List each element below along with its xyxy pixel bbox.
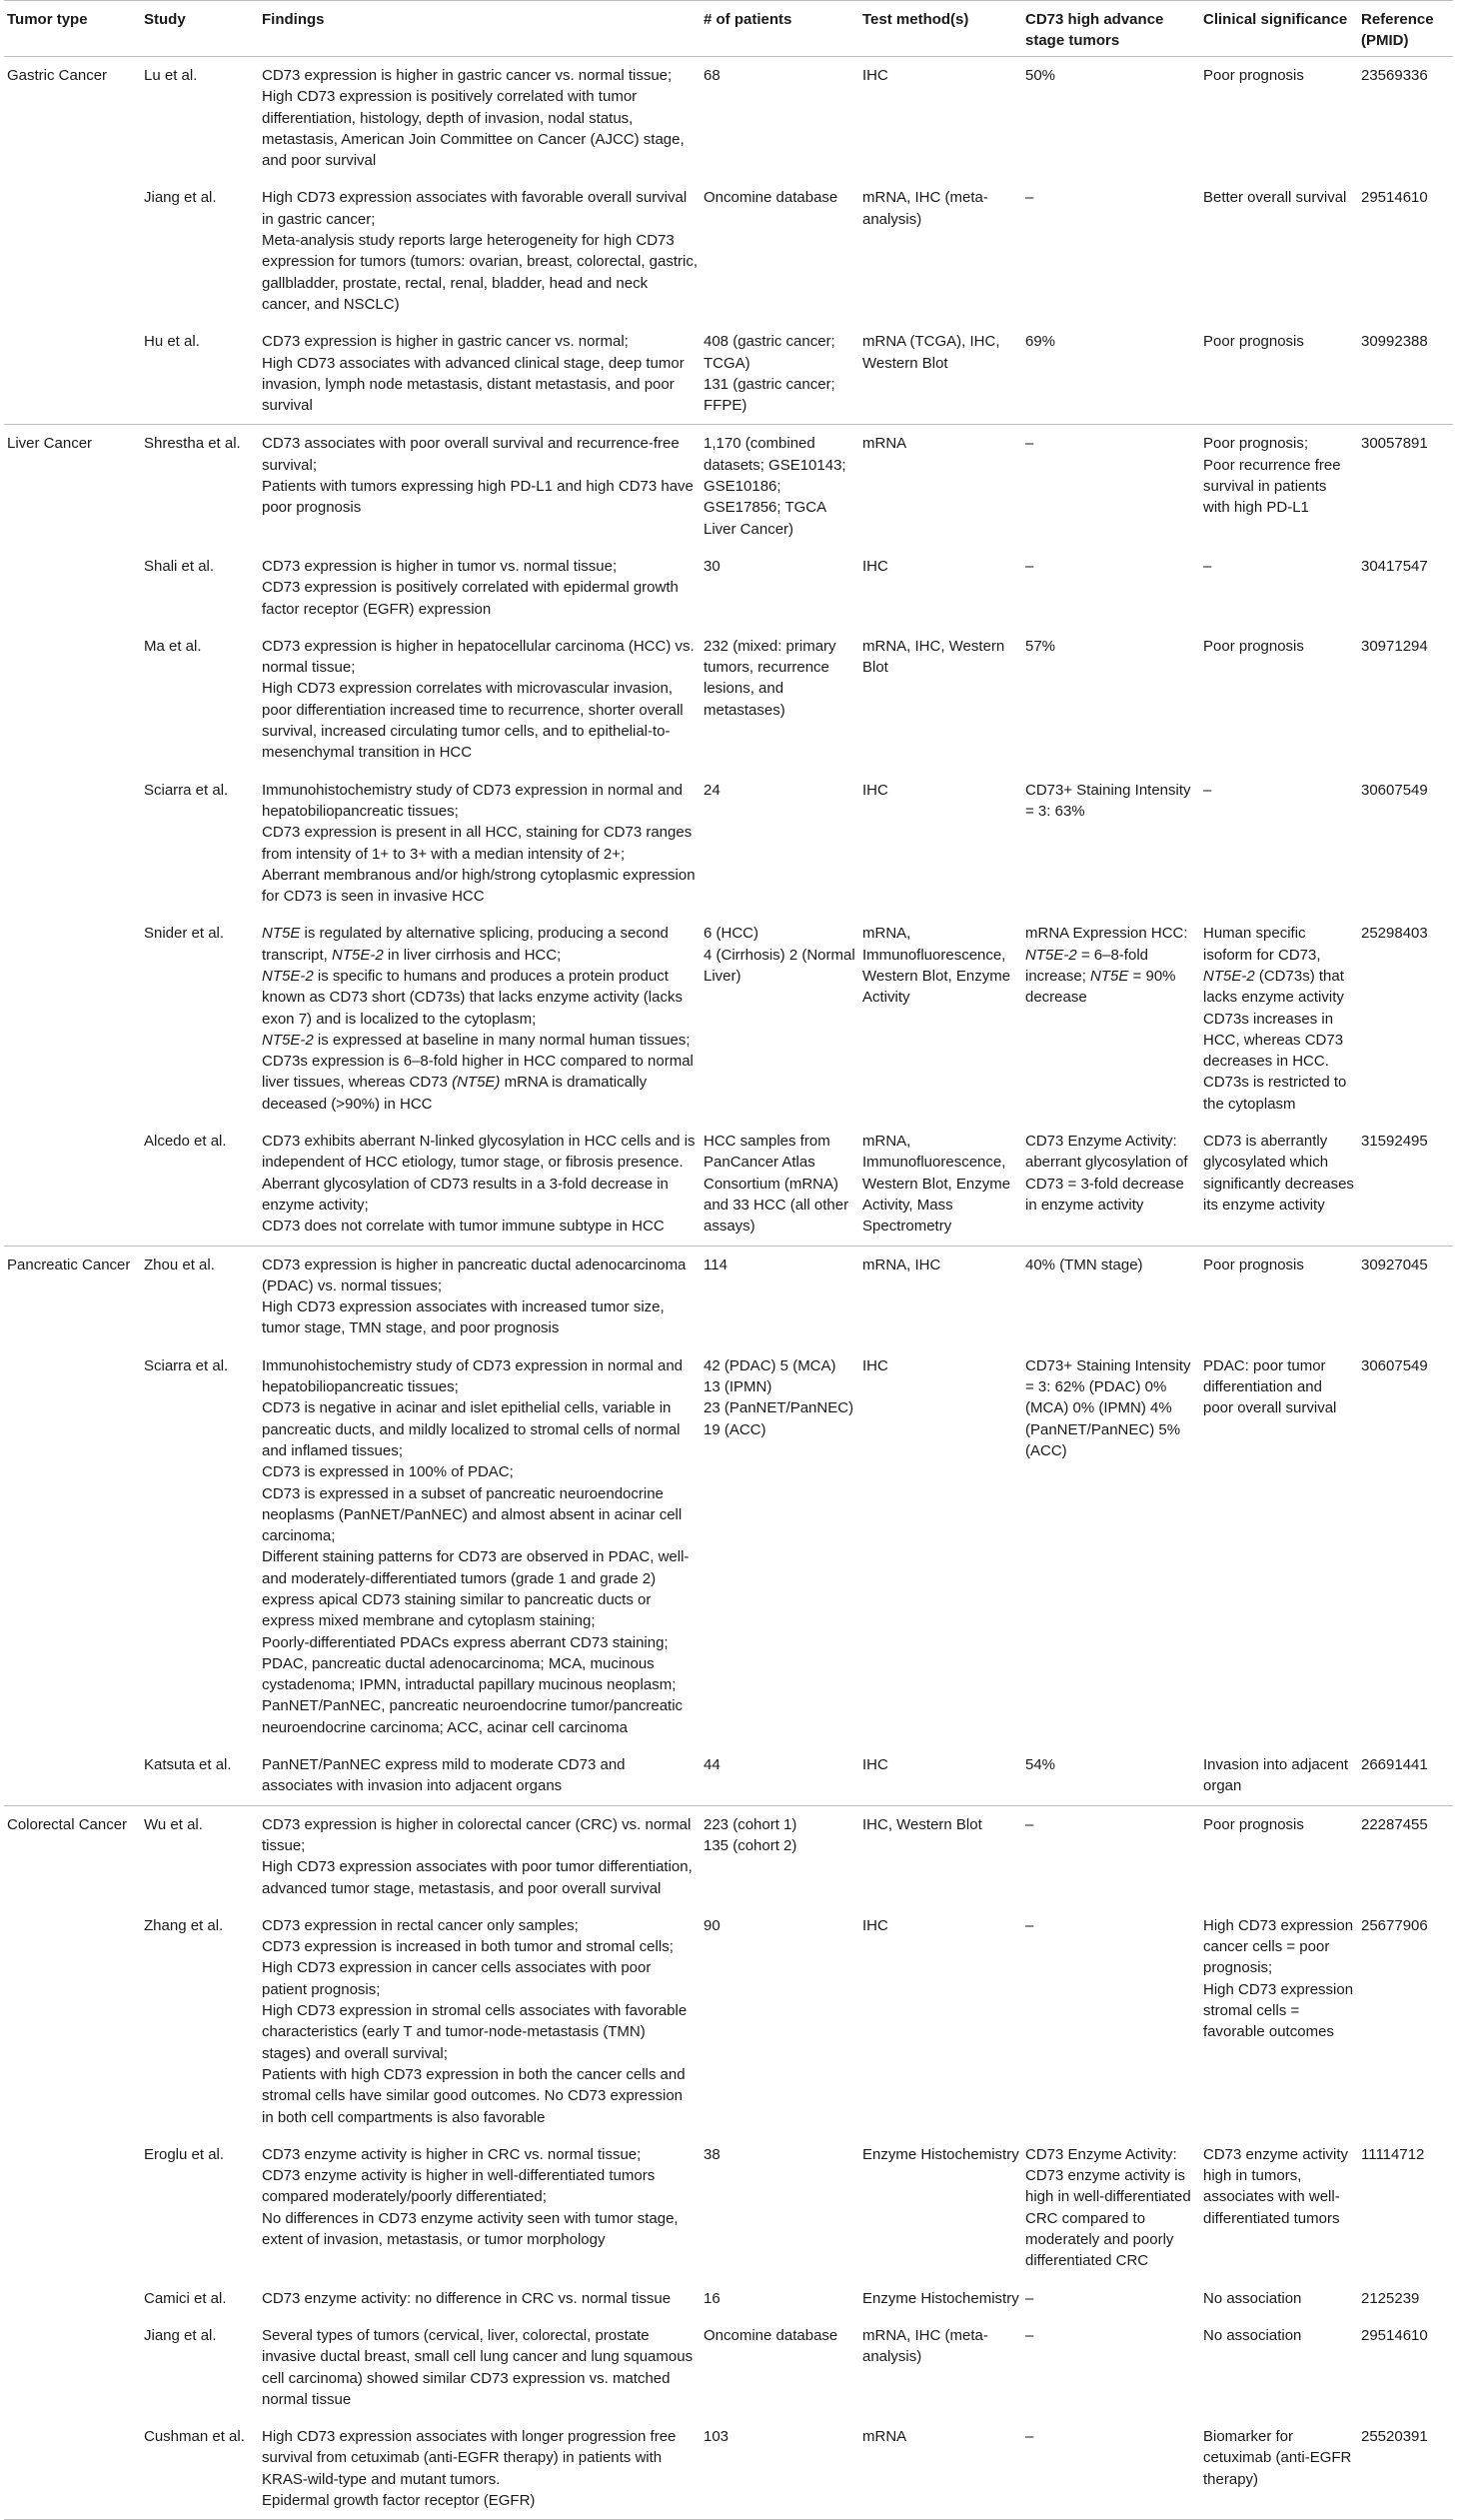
- table-row: [4, 2418, 1453, 2520]
- tumor-type-cell: Gastric Cancer: [7, 67, 108, 84]
- test-method-cell: [859, 2317, 1022, 2418]
- findings-line: CD73 associates with poor overall survival and recurrence-free survival;: [262, 435, 680, 474]
- advance-stage-cell: [1022, 628, 1200, 772]
- reference-cell: 30971294: [1361, 637, 1428, 655]
- findings-line: High CD73 expression associates with longer progression free survival from cetuximab (anti-EGFR therapy) in patients with KRAS-wild-type and mutant tumors.: [262, 2428, 677, 2488]
- findings-cell: [259, 915, 701, 1123]
- table-row: [4, 57, 1453, 180]
- advance-stage-cell: [1022, 2418, 1200, 2520]
- method-line: mRNA (TCGA), IHC, Western Blot: [862, 333, 1000, 372]
- reference-cell: 30057891: [1361, 435, 1428, 453]
- test-method-cell: [859, 1907, 1022, 2136]
- findings-line: CD73 enzyme activity is higher in well-differentiated tumors compared moderately/poorly differentiated;: [262, 2167, 656, 2206]
- header-clinical-significance: Clinical significance: [1200, 1, 1358, 57]
- significance-line: Poor prognosis;: [1203, 435, 1309, 453]
- tumor-type-cell: [4, 1347, 141, 1746]
- method-line: Enzyme Histochemistry: [862, 2289, 1019, 2307]
- study-cell: Ma et al.: [144, 637, 202, 655]
- method-line: IHC: [862, 1916, 888, 1934]
- clinical-significance-cell: [1200, 425, 1358, 548]
- study-cell: Shali et al.: [144, 557, 215, 575]
- tumor-type-cell: Liver Cancer: [7, 435, 93, 453]
- reference-cell: 30417547: [1361, 557, 1428, 575]
- study-cell: Lu et al.: [144, 67, 198, 84]
- patients-line: 44: [704, 1756, 721, 1774]
- findings-cell: [259, 2317, 701, 2418]
- table-row: [4, 548, 1453, 628]
- findings-line: High CD73 expression in stromal cells associates with favorable characteristics (early T and tumor-node-metastasis (TMN) stages) and overall survival;: [262, 2002, 688, 2062]
- findings-cell: [259, 1347, 701, 1746]
- study-cell: Jiang et al.: [144, 2326, 217, 2344]
- advance-stage-cell: [1022, 1246, 1200, 1347]
- method-line: mRNA: [862, 2428, 907, 2446]
- table-row: [4, 323, 1453, 425]
- advance-stage-cell: [1022, 548, 1200, 628]
- findings-line: High CD73 associates with advanced clinical stage, deep tumor invasion, lymph node metastasis, distant metastasis, and poor survival: [262, 354, 685, 415]
- advance-line: 40% (TMN stage): [1025, 1256, 1143, 1273]
- findings-line: PDAC, pancreatic ductal adenocarcinoma; MCA, mucinous cystadenoma; IPMN, intraductal papillary mucinous neoplasm; PanNET/PanNEC, pancreatic neuroendocrine tumor/pancreatic neuroendocrine carcinoma; ACC, acinar cell carcinoma: [262, 1654, 684, 1736]
- method-line: mRNA, IHC (meta-analysis): [862, 189, 988, 228]
- clinical-significance-cell: [1200, 2418, 1358, 2520]
- method-line: mRNA, Immunofluorescence, Western Blot, Enzyme Activity, Mass Spectrometry: [862, 1133, 1011, 1236]
- clinical-significance-cell: [1200, 323, 1358, 425]
- patients-cell: [701, 179, 859, 323]
- findings-line: CD73 does not correlate with tumor immune subtype in HCC: [262, 1218, 665, 1236]
- advance-line: CD73+ Staining Intensity = 3: 62% (PDAC) 0% (MCA) 0% (IPMN) 4% (PanNET/PanNEC) 5% (ACC): [1025, 1356, 1191, 1459]
- reference-cell: 31592495: [1358, 1123, 1453, 1246]
- test-method-cell: [859, 179, 1022, 323]
- header-reference: Reference (PMID): [1358, 1, 1453, 57]
- table-body: [4, 57, 1453, 2520]
- findings-line: CD73 is expressed in 100% of PDAC;: [262, 1463, 514, 1481]
- advance-line: CD73+ Staining Intensity = 3: 63%: [1025, 781, 1191, 820]
- patients-line: 42 (PDAC) 5 (MCA) 13 (IPMN): [704, 1356, 836, 1396]
- advance-line: CD73 Enzyme Activity: CD73 enzyme activity is high in well-differentiated CRC compared to moderately and poorly differentiated CRC: [1025, 2145, 1191, 2270]
- advance-stage-cell: [1022, 2317, 1200, 2418]
- reference-cell: 25677906: [1361, 1916, 1428, 1934]
- advance-line: –: [1025, 2326, 1034, 2344]
- reference-cell: 11114712: [1361, 2145, 1425, 2163]
- patients-cell: [701, 57, 859, 180]
- study-cell: Alcedo et al.: [141, 1123, 259, 1246]
- patients-line: 408 (gastric cancer; TCGA): [704, 333, 835, 372]
- patients-cell: [701, 1746, 859, 1805]
- findings-line: CD73 expression is higher in gastric cancer vs. normal;: [262, 333, 629, 351]
- method-line: mRNA, IHC (meta-analysis): [862, 2326, 988, 2366]
- test-method-cell: [859, 1347, 1022, 1746]
- header-study: Study: [141, 1, 259, 57]
- patients-line: 223 (cohort 1): [704, 1815, 797, 1833]
- patients-line: 30: [704, 557, 721, 575]
- reference-cell: 29514610: [1361, 2326, 1428, 2344]
- method-line: Enzyme Histochemistry: [862, 2145, 1019, 2163]
- advance-stage-cell: [1022, 915, 1200, 1123]
- findings-line: High CD73 expression is positively correlated with tumor differentiation, histology, depth of invasion, nodal status, metastasis, American Join Committee on Cancer (AJCC) stage, and poor survival: [262, 88, 685, 170]
- clinical-significance-cell: [1200, 2317, 1358, 2418]
- method-line: IHC: [862, 1756, 888, 1774]
- method-line: mRNA: [862, 435, 907, 453]
- tumor-type-cell: [4, 772, 141, 916]
- patients-line: Oncomine database: [704, 189, 838, 207]
- findings-line: CD73 is negative in acinar and islet epithelial cells, variable in pancreatic ducts, and mildly localized to stromal cells of normal and inflamed tissues;: [262, 1399, 681, 1459]
- advance-stage-cell: [1022, 1907, 1200, 2136]
- study-cell: Zhou et al.: [144, 1256, 215, 1273]
- clinical-significance-cell: [1200, 1746, 1358, 1805]
- patients-line: 90: [704, 1916, 721, 1934]
- tumor-type-cell: [4, 1907, 141, 2136]
- findings-line: Immunohistochemistry study of CD73 expression in normal and hepatobiliopancreatic tissues;: [262, 781, 684, 820]
- header-cd73-high-advance: CD73 high advance stage tumors: [1022, 1, 1200, 57]
- method-line: IHC: [862, 67, 888, 84]
- patients-line: 114: [704, 1256, 728, 1273]
- clinical-significance-cell: [1200, 179, 1358, 323]
- table-row: [4, 2317, 1453, 2418]
- test-method-cell: [859, 548, 1022, 628]
- header-test-methods: Test method(s): [859, 1, 1022, 57]
- clinical-significance-cell: [1200, 548, 1358, 628]
- table-row: [4, 1123, 1453, 1246]
- clinical-significance-cell: [1200, 57, 1358, 180]
- findings-line: CD73 expression is higher in hepatocellular carcinoma (HCC) vs. normal tissue;: [262, 637, 695, 677]
- study-cell: Sciarra et al.: [144, 1356, 229, 1374]
- patients-line: 135 (cohort 2): [704, 1836, 797, 1854]
- advance-stage-cell: [1022, 179, 1200, 323]
- test-method-cell: [859, 2418, 1022, 2520]
- tumor-type-cell: [4, 915, 141, 1123]
- patients-cell: [701, 628, 859, 772]
- advance-line: –: [1025, 2289, 1034, 2307]
- significance-line: Poor prognosis: [1203, 67, 1304, 84]
- findings-cell: [259, 1746, 701, 1805]
- advance-line: –: [1025, 189, 1034, 207]
- test-method-cell: [859, 628, 1022, 772]
- patients-cell: [701, 548, 859, 628]
- patients-cell: [701, 2136, 859, 2280]
- advance-line: 57%: [1025, 637, 1056, 655]
- findings-line: Patients with tumors expressing high PD-L1 and high CD73 have poor prognosis: [262, 478, 694, 517]
- header-findings: Findings: [259, 1, 701, 57]
- patients-line: 16: [704, 2289, 721, 2307]
- method-line: IHC: [862, 781, 888, 799]
- advance-line: 69%: [1025, 333, 1056, 351]
- findings-line: CD73 is expressed in a subset of pancreatic neuroendocrine neoplasms (PanNET/PanNEC) and almost absent in acinar cell carcinoma;: [262, 1484, 683, 1545]
- patients-line: 4 (Cirrhosis) 2 (Normal Liver): [704, 946, 855, 985]
- study-cell: Hu et al.: [141, 323, 259, 425]
- findings-line: No differences in CD73 enzyme activity seen with tumor stage, extent of invasion, metastasis, or tumor morphology: [262, 2209, 679, 2249]
- patients-cell: [701, 1123, 859, 1246]
- table-row: [4, 179, 1453, 323]
- significance-line: Better overall survival: [1203, 189, 1347, 207]
- significance-line: Invasion into adjacent organ: [1203, 1756, 1349, 1795]
- findings-cell: [259, 628, 701, 772]
- findings-line: CD73 expression is positively correlated with epidermal growth factor receptor (EGFR) expression: [262, 579, 679, 618]
- findings-line: High CD73 expression in cancer cells associates with poor patient prognosis;: [262, 1959, 652, 1998]
- tumor-type-cell: [4, 548, 141, 628]
- findings-line: CD73 expression is present in all HCC, staining for CD73 ranges from intensity of 1+ to 3+ with a median intensity of 2+;: [262, 824, 693, 863]
- clinical-significance-cell: [1200, 1246, 1358, 1347]
- table-row: [4, 772, 1453, 916]
- test-method-cell: [859, 772, 1022, 916]
- findings-line: High CD73 expression associates with poor tumor differentiation, advanced tumor stage, metastasis, and poor overall survival: [262, 1858, 693, 1897]
- findings-line: Aberrant membranous and/or high/strong cytoplasmic expression for CD73 is seen in invasive HCC: [262, 866, 696, 906]
- advance-stage-cell: [1022, 425, 1200, 548]
- patients-cell: [701, 1246, 859, 1347]
- table-row: [4, 2136, 1453, 2280]
- reference-cell: 30607549: [1361, 1356, 1428, 1374]
- significance-line: CD73 enzyme activity high in tumors, associates with well-differentiated tumors: [1203, 2145, 1349, 2227]
- findings-cell: [259, 2136, 701, 2280]
- findings-line: High CD73 expression correlates with microvascular invasion, poor differentiation increased time to recurrence, shorter overall survival, increased circulating tumor cells, and to epithelial-to-mesenchymal transition in HCC: [262, 680, 684, 762]
- findings-cell: [259, 1123, 701, 1246]
- patients-cell: [701, 2418, 859, 2520]
- study-cell: Wu et al.: [144, 1815, 203, 1833]
- findings-line: High CD73 expression associates with increased tumor size, tumor stage, TMN stage, and poor prognosis: [262, 1298, 665, 1337]
- patients-cell: [701, 323, 859, 425]
- clinical-significance-cell: [1200, 1907, 1358, 2136]
- patients-cell: [701, 1347, 859, 1746]
- patients-cell: [701, 2280, 859, 2317]
- study-cell: Cushman et al.: [141, 2418, 259, 2520]
- clinical-significance-cell: [1200, 1123, 1358, 1246]
- test-method-cell: [859, 1123, 1022, 1246]
- findings-line: CD73 expression is increased in both tumor and stromal cells;: [262, 1938, 674, 1956]
- cd73-findings-table: [4, 0, 1453, 2520]
- findings-cell: [259, 2280, 701, 2317]
- significance-line: Poor prognosis: [1203, 333, 1304, 351]
- clinical-significance-cell: [1200, 2280, 1358, 2317]
- study-cell: Zhang et al.: [144, 1916, 224, 1934]
- reference-cell: 25298403: [1361, 925, 1428, 943]
- reference-cell: 30927045: [1361, 1256, 1428, 1273]
- findings-line: NT5E-2 is expressed at baseline in many normal human tissues;: [262, 1031, 691, 1049]
- patients-line: 24: [704, 781, 721, 799]
- significance-line: –: [1203, 557, 1212, 575]
- significance-line: Poor recurrence free survival in patients with high PD-L1: [1203, 456, 1341, 517]
- significance-line: Poor prognosis: [1203, 1256, 1304, 1273]
- patients-line: 131 (gastric cancer; FFPE): [704, 375, 835, 415]
- advance-line: –: [1025, 557, 1034, 575]
- significance-line: Poor prognosis: [1203, 1815, 1304, 1833]
- clinical-significance-cell: [1200, 915, 1358, 1123]
- table-row: [4, 1746, 1453, 1805]
- patients-line: 232 (mixed: primary tumors, recurrence lesions, and metastases): [704, 637, 836, 719]
- advance-stage-cell: [1022, 1347, 1200, 1746]
- study-cell: Camici et al.: [144, 2289, 227, 2307]
- significance-line: PDAC: poor tumor differentiation and poor overall survival: [1203, 1356, 1337, 1417]
- findings-cell: [259, 57, 701, 180]
- reference-cell: 30607549: [1361, 781, 1428, 799]
- advance-line: –: [1025, 1916, 1034, 1934]
- advance-stage-cell: [1022, 1123, 1200, 1246]
- table-header-row: [4, 1, 1453, 57]
- advance-line: –: [1025, 435, 1034, 453]
- patients-cell: [701, 772, 859, 916]
- patients-line: 68: [704, 67, 721, 84]
- significance-line: No association: [1203, 2289, 1302, 2307]
- significance-line: No association: [1203, 2326, 1302, 2344]
- clinical-significance-cell: [1200, 1347, 1358, 1746]
- reference-cell: 26691441: [1358, 1746, 1453, 1805]
- patients-line: 1,170 (combined datasets; GSE10143; GSE10186; GSE17856; TGCA Liver Cancer): [704, 435, 846, 538]
- advance-stage-cell: [1022, 1746, 1200, 1805]
- method-line: mRNA, Immunofluorescence, Western Blot, Enzyme Activity: [862, 925, 1011, 1007]
- findings-line: Epidermal growth factor receptor (EGFR): [262, 2491, 536, 2509]
- findings-line: CD73 exhibits aberrant N-linked glycosylation in HCC cells and is independent of HCC etiology, tumor stage, or fibrosis presence. Aberrant glycosylation of CD73 results in a 3-fold decrease in enzyme activity;: [262, 1133, 696, 1214]
- significance-line: High CD73 expression stromal cells = favorable outcomes: [1203, 1980, 1354, 2041]
- findings-line: CD73 expression in rectal cancer only samples;: [262, 1916, 579, 1934]
- test-method-cell: [859, 1805, 1022, 1907]
- advance-line: 54%: [1025, 1756, 1056, 1774]
- reference-cell: 29514610: [1361, 189, 1428, 207]
- study-cell: Eroglu et al.: [144, 2145, 225, 2163]
- patients-line: 6 (HCC): [704, 925, 758, 943]
- significance-line: Human specific isoform for CD73, NT5E-2 (CD73s) that lacks enzyme activity CD73s increases in HCC, whereas CD73 decreases in HCC. CD73s is restricted to the cytoplasm: [1203, 925, 1347, 1113]
- significance-line: High CD73 expression cancer cells = poor prognosis;: [1203, 1916, 1354, 1977]
- tumor-type-cell: Colorectal Cancer: [7, 1815, 128, 1833]
- findings-cell: [259, 1246, 701, 1347]
- findings-cell: [259, 323, 701, 425]
- significance-line: Biomarker for cetuximab (anti-EGFR therapy): [1203, 2428, 1352, 2488]
- findings-line: CD73 expression is higher in gastric cancer vs. normal tissue;: [262, 67, 673, 84]
- findings-line: High CD73 expression associates with favorable overall survival in gastric cancer;: [262, 189, 688, 228]
- findings-line: CD73 expression is higher in colorectal cancer (CRC) vs. normal tissue;: [262, 1815, 692, 1854]
- reference-cell: 25520391: [1358, 2418, 1453, 2520]
- test-method-cell: [859, 1746, 1022, 1805]
- tumor-type-cell: [4, 323, 141, 425]
- significance-line: –: [1203, 781, 1212, 799]
- header-tumor-type: Tumor type: [4, 1, 141, 57]
- findings-cell: [259, 772, 701, 916]
- study-cell: Jiang et al.: [144, 189, 217, 207]
- advance-stage-cell: [1022, 772, 1200, 916]
- method-line: IHC, Western Blot: [862, 1815, 982, 1833]
- findings-line: CD73 expression is higher in pancreatic ductal adenocarcinoma (PDAC) vs. normal tissues;: [262, 1256, 687, 1294]
- advance-stage-cell: [1022, 2280, 1200, 2317]
- clinical-significance-cell: [1200, 2136, 1358, 2280]
- patients-line: 103: [704, 2428, 729, 2446]
- table-row: [4, 2280, 1453, 2317]
- advance-line: –: [1025, 2428, 1034, 2446]
- patients-line: Oncomine database: [704, 2326, 838, 2344]
- test-method-cell: [859, 2280, 1022, 2317]
- tumor-type-cell: [4, 2317, 141, 2418]
- findings-line: CD73s expression is 6–8-fold higher in HCC compared to normal liver tissues, whereas CD73 (NT5E) mRNA is dramatically deceased (>90%) in HCC: [262, 1053, 694, 1113]
- advance-stage-cell: [1022, 1805, 1200, 1907]
- tumor-type-cell: [4, 1123, 141, 1246]
- method-line: mRNA, IHC, Western Blot: [862, 637, 1005, 677]
- advance-stage-cell: [1022, 2136, 1200, 2280]
- findings-line: PanNET/PanNEC express mild to moderate CD73 and associates with invasion into adjacent organs: [262, 1756, 626, 1795]
- clinical-significance-cell: [1200, 1805, 1358, 1907]
- findings-line: Poorly-differentiated PDACs express aberrant CD73 staining;: [262, 1633, 669, 1651]
- advance-line: –: [1025, 1815, 1034, 1833]
- method-line: mRNA, IHC: [862, 1256, 941, 1273]
- advance-stage-cell: [1022, 323, 1200, 425]
- table-row: [4, 1246, 1453, 1347]
- clinical-significance-cell: [1200, 628, 1358, 772]
- method-line: IHC: [862, 557, 888, 575]
- findings-line: CD73 enzyme activity is higher in CRC vs. normal tissue;: [262, 2145, 642, 2163]
- test-method-cell: [859, 1246, 1022, 1347]
- significance-line: CD73 is aberrantly glycosylated which significantly decreases its enzyme activity: [1203, 1133, 1354, 1214]
- study-cell: Shrestha et al.: [144, 435, 241, 453]
- test-method-cell: [859, 425, 1022, 548]
- table-row: [4, 628, 1453, 772]
- findings-line: Different staining patterns for CD73 are observed in PDAC, well- and moderately-differentiated tumors (grade 1 and grade 2) express apical CD73 staining similar to pancreatic ducts or express mixed membrane and cytoplasm staining;: [262, 1548, 690, 1630]
- study-cell: Sciarra et al.: [144, 781, 229, 799]
- advance-line: mRNA Expression HCC: NT5E-2 = 6–8-fold increase; NT5E = 90% decrease: [1025, 925, 1188, 1007]
- patients-cell: [701, 2317, 859, 2418]
- patients-cell: [701, 1907, 859, 2136]
- advance-line: CD73 Enzyme Activity: aberrant glycosylation of CD73 = 3-fold decrease in enzyme activity: [1025, 1133, 1188, 1214]
- findings-cell: [259, 425, 701, 548]
- table-row: [4, 425, 1453, 548]
- test-method-cell: [859, 323, 1022, 425]
- advance-line: 50%: [1025, 67, 1056, 84]
- tumor-type-cell: [4, 2280, 141, 2317]
- table-row: [4, 1907, 1453, 2136]
- findings-line: Immunohistochemistry study of CD73 expression in normal and hepatobiliopancreatic tissues;: [262, 1356, 684, 1396]
- patients-cell: [701, 915, 859, 1123]
- significance-line: Poor prognosis: [1203, 637, 1304, 655]
- tumor-type-cell: [4, 2418, 141, 2520]
- patients-line: HCC samples from PanCancer Atlas Consortium (mRNA) and 33 HCC (all other assays): [704, 1133, 849, 1236]
- test-method-cell: [859, 2136, 1022, 2280]
- advance-stage-cell: [1022, 57, 1200, 180]
- findings-cell: [259, 179, 701, 323]
- findings-cell: [259, 1805, 701, 1907]
- findings-line: NT5E-2 is specific to humans and produces a protein product known as CD73 short (CD73s) that lacks enzyme activity (lacks exon 7) and is localized to the cytoplasm;: [262, 967, 683, 1028]
- findings-line: Meta-analysis study reports large heterogeneity for high CD73 expression for tumors (tumors: ovarian, breast, colorectal, gastric, gallbladder, prostate, rectal, renal, bladder, head and neck cancer, and NSCLC): [262, 232, 698, 313]
- findings-cell: [259, 1907, 701, 2136]
- findings-line: CD73 enzyme activity: no difference in CRC vs. normal tissue: [262, 2289, 672, 2307]
- findings-line: Patients with high CD73 expression in both the cancer cells and stromal cells have similar good outcomes. No CD73 expression in both cell compartments is also favorable: [262, 2065, 686, 2126]
- table-row: [4, 915, 1453, 1123]
- tumor-type-cell: [4, 2136, 141, 2280]
- header-patients: # of patients: [701, 1, 859, 57]
- patients-line: 38: [704, 2145, 721, 2163]
- findings-cell: [259, 2418, 701, 2520]
- patients-line: 23 (PanNET/PanNEC) 19 (ACC): [704, 1399, 854, 1438]
- reference-cell: 22287455: [1361, 1815, 1428, 1833]
- test-method-cell: [859, 57, 1022, 180]
- tumor-type-cell: [4, 179, 141, 323]
- patients-cell: [701, 1805, 859, 1907]
- findings-cell: [259, 548, 701, 628]
- tumor-type-cell: [4, 628, 141, 772]
- method-line: IHC: [862, 1356, 888, 1374]
- reference-cell: 23569336: [1361, 67, 1428, 84]
- tumor-type-cell: Pancreatic Cancer: [7, 1256, 131, 1273]
- patients-cell: [701, 425, 859, 548]
- findings-line: Several types of tumors (cervical, liver, colorectal, prostate invasive ductal breast, small cell lung cancer and lung squamous cell carcinoma) showed similar CD73 expression vs. matched normal tissue: [262, 2326, 694, 2408]
- table-row: [4, 1805, 1453, 1907]
- tumor-type-cell: [4, 1746, 141, 1805]
- reference-cell: 30992388: [1358, 323, 1453, 425]
- findings-line: NT5E is regulated by alternative splicing, producing a second transcript, NT5E-2 in liver cirrhosis and HCC;: [262, 925, 669, 964]
- test-method-cell: [859, 915, 1022, 1123]
- study-cell: Snider et al.: [144, 925, 225, 943]
- clinical-significance-cell: [1200, 772, 1358, 916]
- table-row: [4, 1347, 1453, 1746]
- study-cell: Katsuta et al.: [141, 1746, 259, 1805]
- reference-cell: 2125239: [1361, 2289, 1420, 2307]
- findings-line: CD73 expression is higher in tumor vs. normal tissue;: [262, 557, 618, 575]
